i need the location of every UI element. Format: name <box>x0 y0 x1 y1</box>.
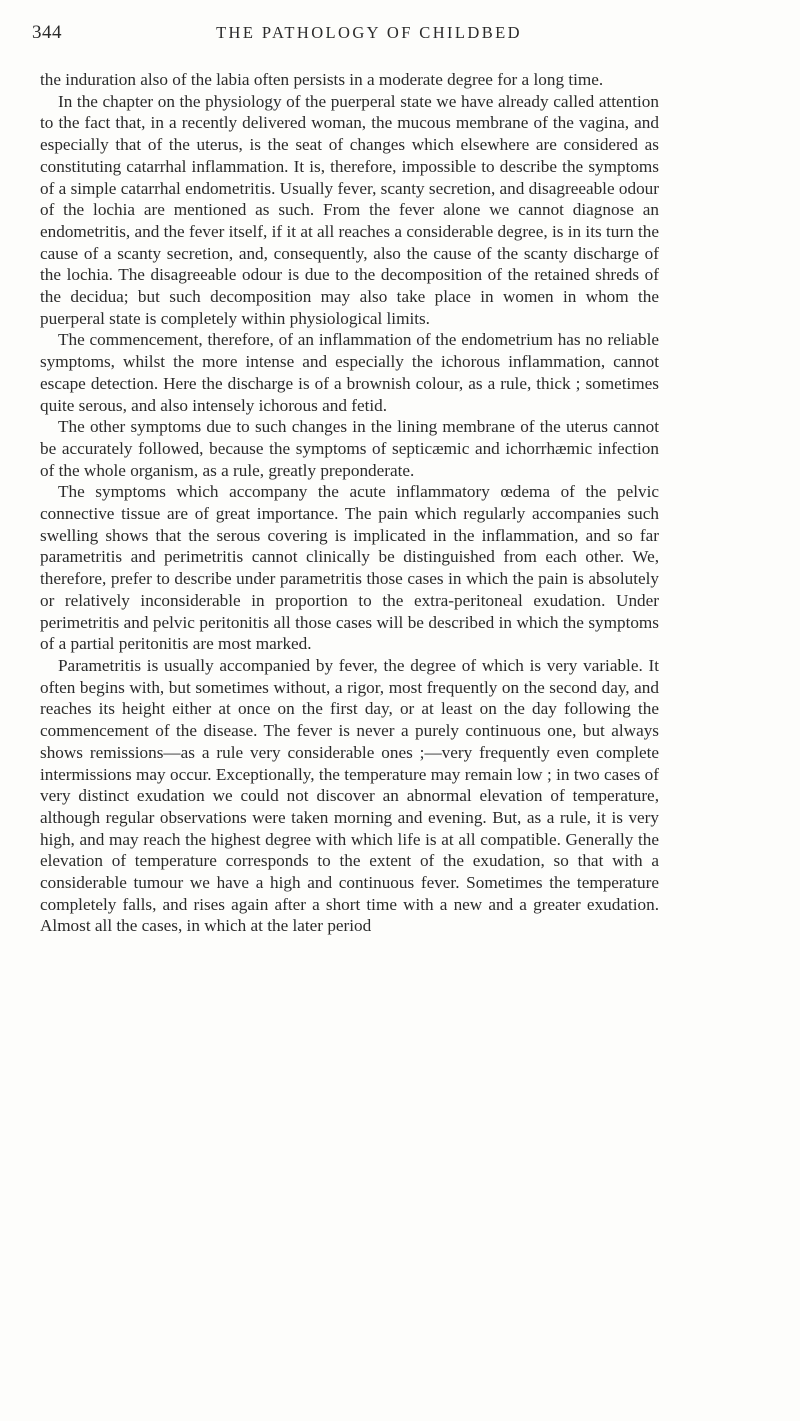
paragraph: In the chapter on the physiology of the puerperal state we have already called attention to the fact that, in a recently delivered woman, the mucous membrane of the vagina, and especially that of the uterus, is the seat of changes which elsewhere are considered as constituting catarrhal inflammation. It is, therefore, impossible to describe the symptoms of a simple catarrhal endometritis. Usually fever, scanty secretion, and disagreeable odour of the lochia are mentioned as such. From the fever alone we cannot diagnose an endometritis, and the fever itself, if it at all reaches a considerable degree, is in its turn the cause of a scanty secretion, and, consequently, also the cause of the scanty discharge of the lochia. The disagreeable odour is due to the decomposition of the retained shreds of the decidua; but such decomposition may also take place in women in whom the puerperal state is completely within physiological limits. <box>40 91 659 328</box>
running-head <box>32 22 656 52</box>
paragraph: Parametritis is usually accompanied by fever, the degree of which is very variable. It often begins with, but sometimes without, a rigor, most frequently on the second day, and reaches its height either at once on the first day, or at least on the day following the commencement of the disease. The fever is never a purely continuous one, but always shows remissions—as a rule very considerable ones ;—very frequently even complete intermissions may occur. Exceptionally, the temperature may remain low ; in two cases of very distinct exudation we could not discover an abnormal elevation of temperature, although regular observations were taken morning and evening. But, as a rule, it is very high, and may reach the highest degree with which life is at all compatible. Generally the elevation of temperature corresponds to the extent of the exudation, so that with a considerable tumour we have a high and continuous fever. Sometimes the temperature completely falls, and rises again after a short time with a new and a greater exudation. Almost all the cases, in which at the later period <box>40 655 659 936</box>
running-title: THE PATHOLOGY OF CHILDBED <box>216 23 522 42</box>
page-number: 344 <box>32 22 62 43</box>
paragraph: The symptoms which accompany the acute inflammatory œdema of the pelvic connective tissue are of great importance. The pain which regularly accompanies such swelling shows that the serous covering is implicated in the inflammation, and so far parametritis and perimetritis cannot clinically be distinguished from each other. We, therefore, prefer to describe under parametritis those cases in which the pain is absolutely or relatively inconsiderable in proportion to the extra-peritoneal exudation. Under perimetritis and pelvic peritonitis all those cases will be described in which the symptoms of a partial peritonitis are most marked. <box>40 482 659 654</box>
paragraph: The other symptoms due to such changes in the lining membrane of the uterus cannot be accurately followed, because the symptoms of septicæmic and ichorrhæmic infection of the whole organism, as a rule, greatly preponderate. <box>40 417 659 480</box>
body-text <box>40 69 659 937</box>
paragraph: The commencement, therefore, of an inflammation of the endometrium has no reliable symptoms, whilst the more intense and especially the ichorous inflammation, cannot escape detection. Here the discharge is of a brownish colour, as a rule, thick ; sometimes quite serous, and also intensely ichorous and fetid. <box>40 330 659 415</box>
paragraph-continuation: the induration also of the labia often persists in a moderate degree for a long time. <box>40 70 604 89</box>
